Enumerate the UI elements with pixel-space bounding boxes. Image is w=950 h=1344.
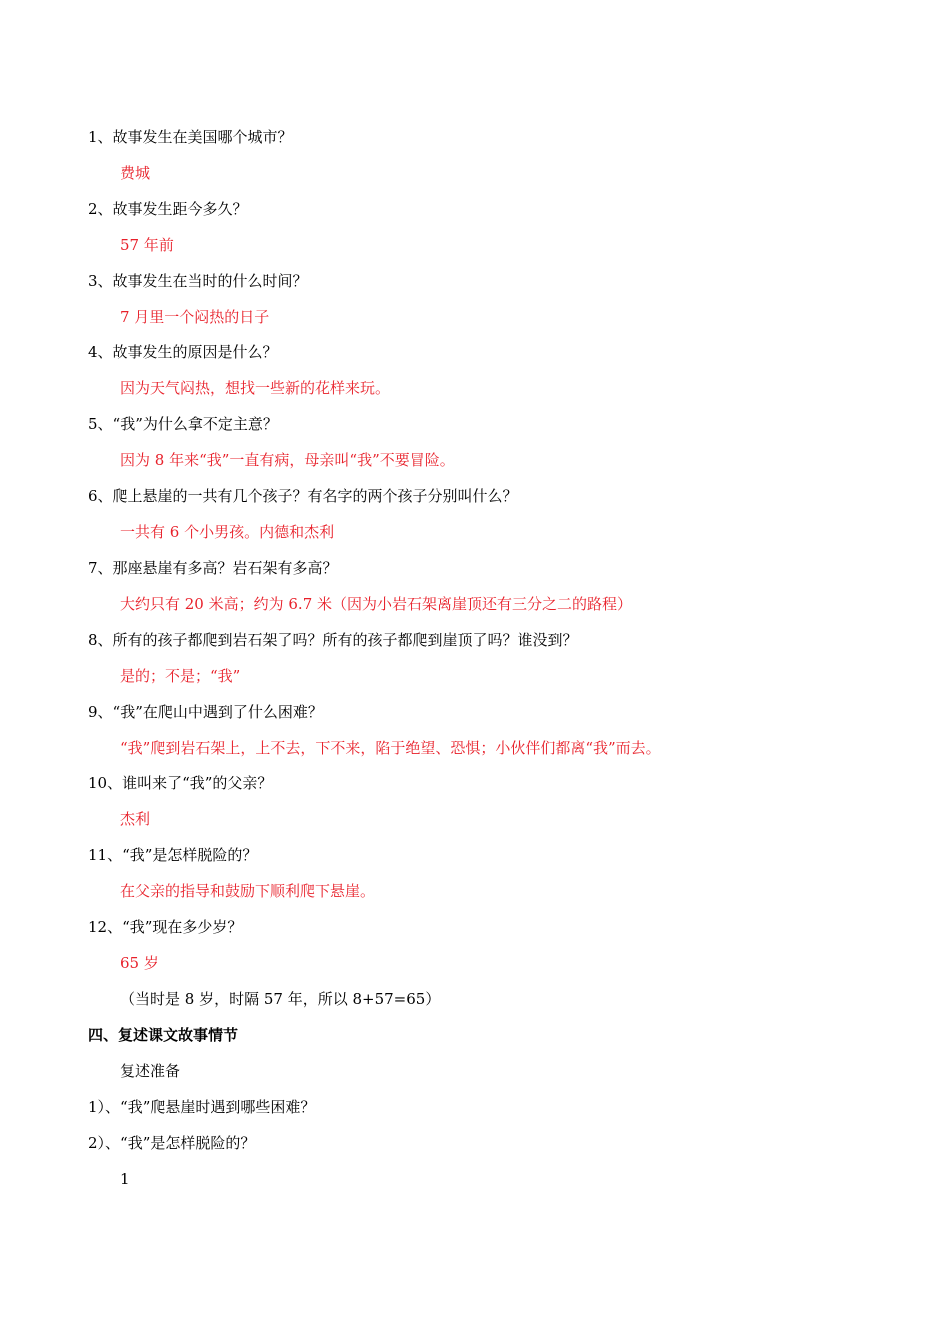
question-7: 7、那座悬崖有多高？岩石架有多高？ xyxy=(88,559,338,577)
answer-10: 杰利 xyxy=(120,810,151,828)
section-heading: 四、复述课文故事情节 xyxy=(88,1026,239,1044)
question-9: 9、“我”在爬山中遇到了什么困难？ xyxy=(88,703,323,721)
question-10: 10、谁叫来了“我”的父亲？ xyxy=(88,774,273,792)
question-8: 8、所有的孩子都爬到岩石架了吗？所有的孩子都爬到崖顶了吗？谁没到？ xyxy=(88,631,578,649)
answer-6: 一共有 6 个小男孩。内德和杰利 xyxy=(120,523,335,541)
answer-2: 57 年前 xyxy=(120,236,174,254)
answer-5: 因为 8 年来“我”一直有病，母亲叫“我”不要冒险。 xyxy=(120,451,455,469)
prep-label: 复述准备 xyxy=(120,1062,181,1080)
question-6: 6、爬上悬崖的一共有几个孩子？有名字的两个孩子分别叫什么？ xyxy=(88,487,518,505)
question-5: 5、“我”为什么拿不定主意？ xyxy=(88,415,278,433)
question-4: 4、故事发生的原因是什么？ xyxy=(88,343,278,361)
answer-11: 在父亲的指导和鼓励下顺利爬下悬崖。 xyxy=(120,882,376,900)
prep-item-1: 1）、“我”爬悬崖时遇到哪些困难？ xyxy=(88,1098,316,1116)
answer-4: 因为天气闷热，想找一些新的花样来玩。 xyxy=(120,379,391,397)
answer-8: 是的；不是；“我” xyxy=(120,667,241,685)
prep-item-2: 2）、“我”是怎样脱险的？ xyxy=(88,1134,256,1152)
question-2: 2、故事发生距今多久？ xyxy=(88,200,248,218)
question-11: 11、“我”是怎样脱险的？ xyxy=(88,846,258,864)
answer-note: （当时是 8 岁，时隔 57 年，所以 8+57=65） xyxy=(120,990,441,1008)
answer-9: “我”爬到岩石架上，上不去，下不来，陷于绝望、恐惧；小伙伴们都离“我”而去。 xyxy=(120,739,661,757)
question-1: 1、故事发生在美国哪个城市？ xyxy=(88,128,293,146)
page-number: 1 xyxy=(120,1170,130,1188)
question-12: 12、“我”现在多少岁？ xyxy=(88,918,243,936)
answer-7: 大约只有 20 米高；约为 6.7 米（因为小岩石架离崖顶还有三分之二的路程） xyxy=(120,595,633,613)
answer-3: 7 月里一个闷热的日子 xyxy=(120,308,270,326)
answer-12: 65 岁 xyxy=(120,954,159,972)
answer-1: 费城 xyxy=(120,164,151,182)
question-3: 3、故事发生在当时的什么时间？ xyxy=(88,272,308,290)
